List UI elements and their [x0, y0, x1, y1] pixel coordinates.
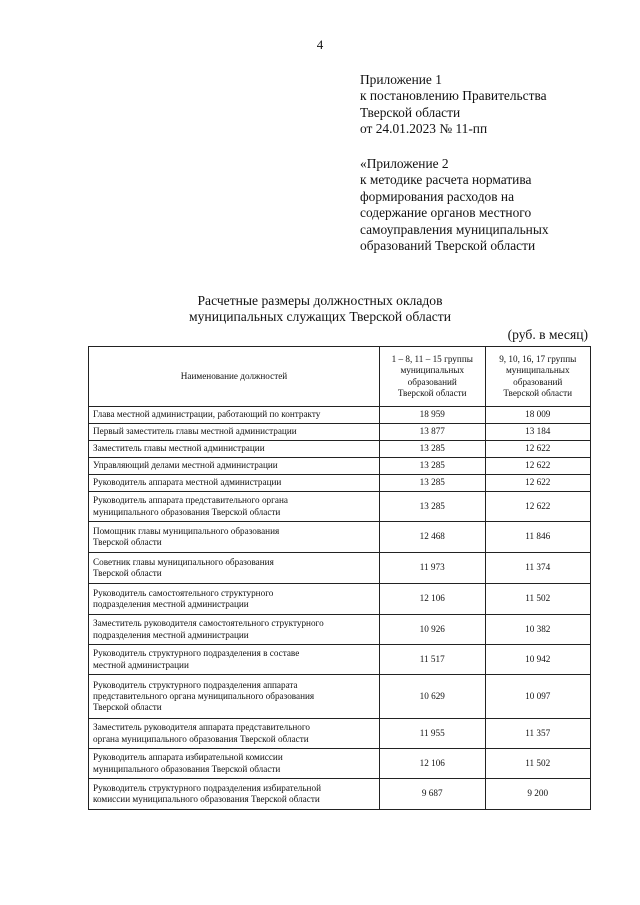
appendix-1-line: Приложение 1	[360, 72, 442, 87]
position-name-cell	[89, 584, 380, 615]
table-row	[89, 719, 591, 749]
position-name-line: Заместитель руководителя самостоятельного структурного	[93, 618, 324, 629]
appendix-2-line: к методике расчета норматива	[360, 172, 532, 188]
position-name-cell	[89, 407, 380, 424]
salary-group1-cell: 13 285	[380, 458, 486, 475]
appendix-2-line: содержание органов местного	[360, 205, 532, 221]
position-name-line: Руководитель аппарата местной администрации	[93, 477, 282, 488]
table-row	[89, 779, 591, 810]
salary-group1-cell: 11 973	[380, 553, 486, 584]
table-row	[89, 584, 591, 615]
position-name-line: органа муниципального образования Тверской области	[93, 733, 309, 744]
position-name-line: Глава местной администрации, работающий по контракту	[93, 409, 321, 420]
salary-group1-cell: 13 877	[380, 424, 486, 441]
column-header-line: 1 – 8, 11 – 15 группы	[391, 354, 473, 365]
salary-group2-cell: 11 502	[485, 749, 591, 779]
salary-group2-cell: 11 502	[485, 584, 591, 615]
position-name-line: Первый заместитель главы местной администрации	[93, 426, 297, 437]
salary-group2-cell: 11 846	[485, 522, 591, 553]
column-header-line: образований	[513, 376, 563, 387]
salary-group2-cell: 12 622	[485, 441, 591, 458]
position-name-line: Руководитель структурного подразделения в составе	[93, 648, 300, 659]
position-name-line: Заместитель главы местной администрации	[93, 443, 265, 454]
position-name-line: Заместитель руководителя аппарата представительного	[93, 722, 311, 733]
position-name-line: Советник главы муниципального образования	[93, 556, 274, 567]
position-name-line: муниципального образования Тверской области	[93, 506, 281, 517]
position-name-line: комиссии муниципального образования Тверской области	[93, 794, 320, 804]
position-name-cell	[89, 458, 380, 475]
salary-group2-cell: 10 942	[485, 645, 591, 675]
position-name-line: местной администрации	[93, 659, 189, 670]
position-name-cell	[89, 475, 380, 492]
appendix-1-line: от 24.01.2023 № 11-пп	[360, 121, 488, 137]
appendix-2-line: самоуправления муниципальных	[360, 221, 549, 237]
position-name-cell	[89, 424, 380, 441]
position-name-line: представительного органа муниципального образования	[93, 690, 315, 701]
appendix-2-line: формирования расходов на	[360, 188, 515, 204]
table-row	[89, 553, 591, 584]
salary-table	[88, 346, 591, 810]
position-name-cell	[89, 675, 380, 719]
salary-group1-cell: 13 285	[380, 475, 486, 492]
column-header-line: Тверской области	[503, 387, 573, 398]
table-row	[89, 475, 591, 492]
position-name-line: подразделения местной администрации	[93, 629, 249, 640]
table-row	[89, 615, 591, 645]
table-header	[89, 347, 591, 407]
salary-group1-cell: 12 106	[380, 749, 486, 779]
column-header-group2	[485, 347, 591, 407]
position-name-cell	[89, 719, 380, 749]
salary-group2-cell: 13 184	[485, 424, 591, 441]
salary-group2-cell: 12 622	[485, 458, 591, 475]
salary-group1-cell: 10 629	[380, 675, 486, 719]
column-header-group1	[380, 347, 486, 407]
position-name-line: подразделения местной администрации	[93, 599, 249, 609]
position-name-line: Тверской области	[93, 537, 162, 547]
column-header-line: муниципальных	[505, 365, 570, 376]
position-name-line: Руководитель аппарата представительного органа	[93, 495, 288, 506]
table-row	[89, 458, 591, 475]
table-header-row	[89, 347, 591, 407]
column-header-line: муниципальных	[400, 365, 465, 376]
position-name-cell	[89, 645, 380, 675]
table-row	[89, 492, 591, 522]
position-name-line: Руководитель структурного подразделения аппарата	[93, 679, 298, 690]
salary-group1-cell: 10 926	[380, 615, 486, 645]
appendix-1-heading	[360, 72, 547, 138]
position-name-line: Руководитель аппарата избирательной комиссии	[93, 752, 283, 763]
appendix-2-heading	[360, 156, 549, 254]
table-row	[89, 675, 591, 719]
salary-group2-cell: 10 097	[485, 675, 591, 719]
salary-group2-cell: 12 622	[485, 492, 591, 522]
position-name-cell	[89, 553, 380, 584]
salary-group2-cell: 11 374	[485, 553, 591, 584]
appendix-1-line: Тверской области	[360, 104, 461, 120]
position-name-line: Управляющий делами местной администрации	[93, 460, 278, 471]
position-name-line: муниципального образования Тверской области	[93, 763, 281, 774]
salary-group2-cell: 11 357	[485, 719, 591, 749]
position-name-cell	[89, 441, 380, 458]
position-name-cell	[89, 615, 380, 645]
page-number: 4	[316, 37, 324, 52]
unit-label: (руб. в месяц)	[507, 327, 588, 342]
salary-group2-cell: 12 622	[485, 475, 591, 492]
salary-group1-cell: 11 955	[380, 719, 486, 749]
position-name-cell	[89, 522, 380, 553]
position-name-line: Руководитель самостоятельного структурного	[93, 587, 274, 598]
salary-group2-cell: 18 009	[485, 407, 591, 424]
salary-group1-cell: 11 517	[380, 645, 486, 675]
position-name-line: Помощник главы муниципального образования	[93, 525, 280, 536]
position-name-line: Тверской области	[93, 702, 162, 713]
table-row	[89, 441, 591, 458]
column-header-line: Тверской области	[397, 387, 467, 398]
position-name-line: Тверской области	[93, 568, 162, 578]
salary-group1-cell: 13 285	[380, 492, 486, 522]
table-row	[89, 645, 591, 675]
table-row	[89, 522, 591, 553]
table-row	[89, 424, 591, 441]
position-name-cell	[89, 749, 380, 779]
salary-group1-cell: 12 468	[380, 522, 486, 553]
position-name-line: Руководитель структурного подразделения избирательной	[93, 782, 321, 793]
appendix-2-line: «Приложение 2	[360, 156, 449, 171]
appendix-2-line: образований Тверской области	[360, 238, 536, 254]
column-header-line: 9, 10, 16, 17 группы	[499, 354, 577, 365]
salary-group2-cell: 9 200	[485, 779, 591, 810]
salary-group1-cell: 9 687	[380, 779, 486, 810]
document-title-line: Расчетные размеры должностных окладов	[197, 293, 443, 308]
position-name-cell	[89, 492, 380, 522]
salary-group2-cell: 10 382	[485, 615, 591, 645]
salary-group1-cell: 18 959	[380, 407, 486, 424]
column-header-line: образований	[407, 376, 457, 387]
salary-group1-cell: 12 106	[380, 584, 486, 615]
appendix-1-line: к постановлению Правительства	[360, 88, 547, 104]
document-title-line: муниципальных служащих Тверской области	[189, 309, 451, 325]
table-row	[89, 749, 591, 779]
table-body	[89, 407, 591, 810]
column-header-position: Наименование должностей	[89, 347, 380, 407]
table-row	[89, 407, 591, 424]
salary-group1-cell: 13 285	[380, 441, 486, 458]
document-title	[0, 293, 640, 326]
position-name-cell	[89, 779, 380, 810]
